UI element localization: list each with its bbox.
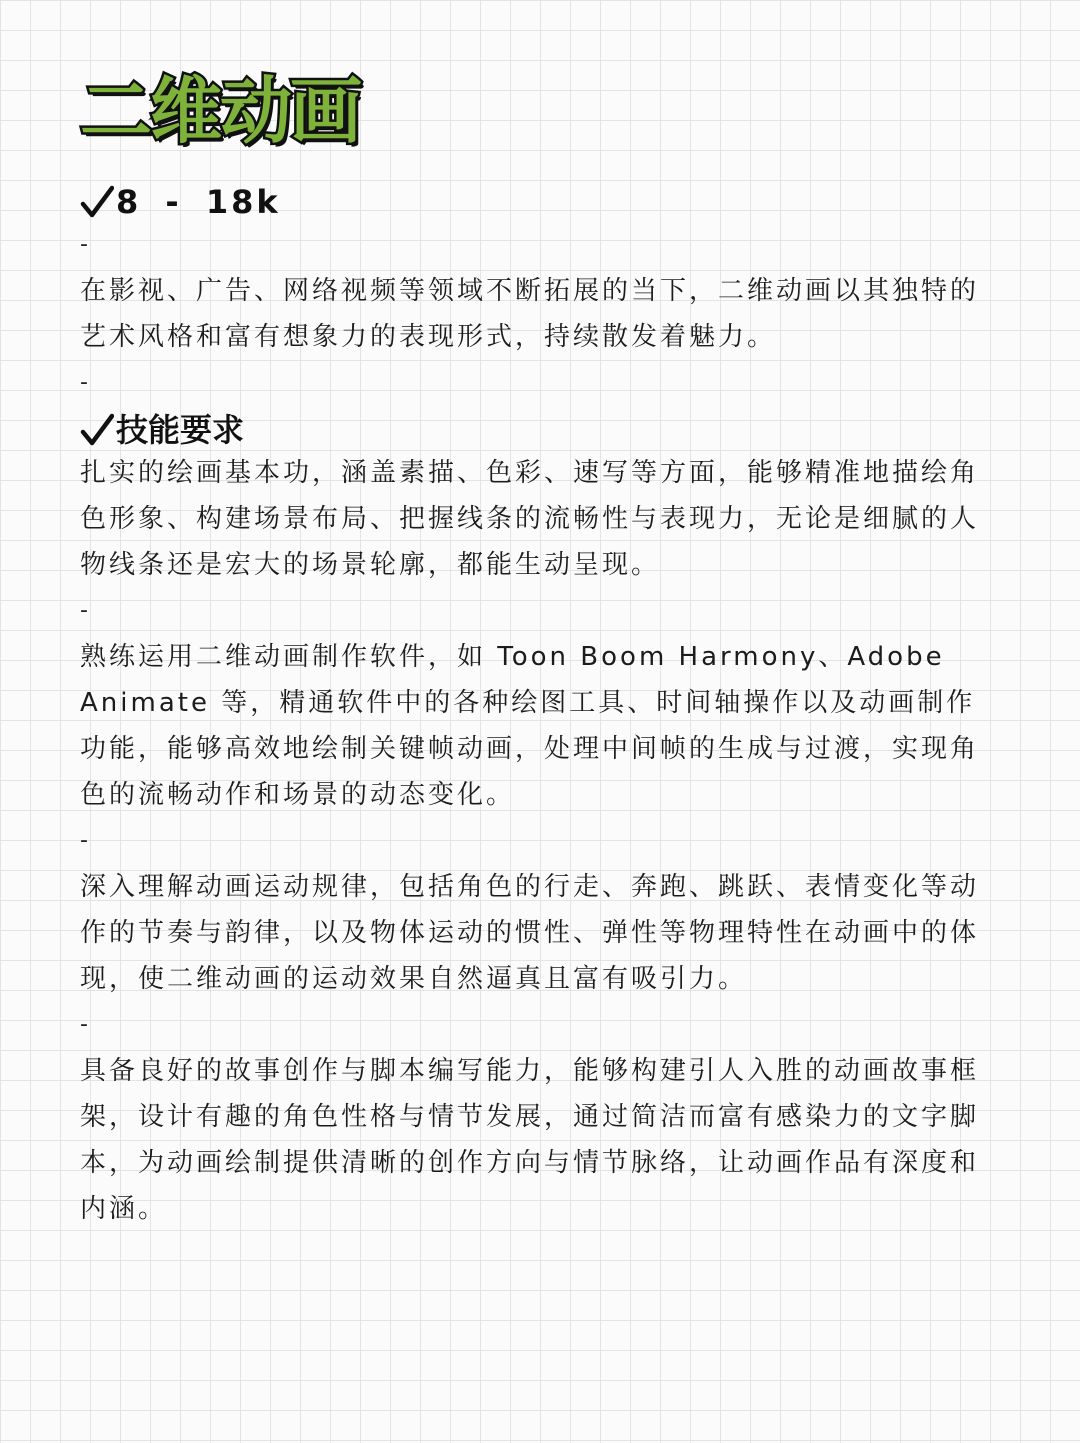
skill-paragraph: 扎实的绘画基本功，涵盖素描、色彩、速写等方面，能够精准地描绘角色形象、构建场景布局、把握线条的流畅性与表现力，无论是细腻的人物线条还是宏大的场景轮廓，都能生动呈现。 bbox=[80, 458, 980, 580]
intro-paragraph: 在影视、广告、网络视频等领域不断拓展的当下，二维动画以其独特的艺术风格和富有想象力的表现形式，持续散发着魅力。 bbox=[80, 276, 980, 352]
check-icon bbox=[80, 413, 114, 447]
separator-dash: - bbox=[80, 370, 88, 395]
salary-range: 8 - 18k bbox=[116, 183, 281, 221]
skills-list bbox=[80, 450, 990, 1232]
skills-heading-label: 技能要求 bbox=[116, 411, 245, 449]
document bbox=[80, 70, 990, 1232]
skill-paragraph: 熟练运用二维动画制作软件，如 Toon Boom Harmony、Adobe Animate 等，精通软件中的各种绘图工具、时间轴操作以及动画制作功能，能够高效地绘制关键帧动画，处理中间帧的生成与过渡，实现角色的流畅动作和场景的动态变化。 bbox=[80, 642, 980, 810]
salary-line bbox=[80, 182, 990, 222]
check-icon bbox=[80, 185, 114, 219]
separator-dash: - bbox=[80, 828, 88, 853]
skill-paragraph: 具备良好的故事创作与脚本编写能力，能够构建引人入胜的动画故事框架，设计有趣的角色性格与情节发展，通过简洁而富有感染力的文字脚本，为动画绘制提供清晰的创作方向与情节脉络，让动画作品有深度和内涵。 bbox=[80, 1056, 980, 1224]
skills-heading bbox=[80, 410, 990, 450]
separator-dash: - bbox=[80, 1012, 88, 1037]
skill-paragraph: 深入理解动画运动规律，包括角色的行走、奔跑、跳跃、表情变化等动作的节奏与韵律，以及物体运动的惯性、弹性等物理特性在动画中的体现，使二维动画的运动效果自然逼真且富有吸引力。 bbox=[80, 872, 980, 994]
separator-dash: - bbox=[80, 232, 88, 257]
page-title: 二维动画 bbox=[80, 69, 361, 153]
separator-dash: - bbox=[80, 598, 88, 623]
